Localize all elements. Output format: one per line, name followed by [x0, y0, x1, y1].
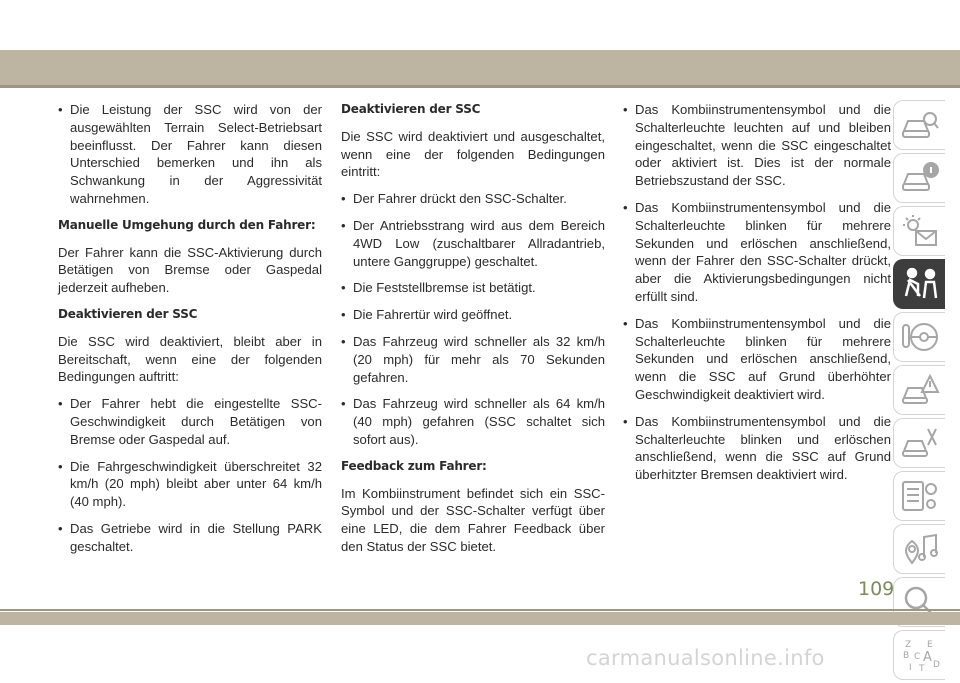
paragraph: Im Kombiinstrument befindet sich ein SSC-Symbol und der SSC-Schalter verfügt über eine LED, die dem Fahrer Feedback über den Status der SSC bietet. — [341, 485, 605, 554]
header-rule — [0, 85, 960, 88]
bullet-marker: • — [341, 191, 346, 207]
bullet-marker: • — [58, 458, 63, 474]
bullet-text: Das Getriebe wird in die Stellung PARK geschaltet. — [70, 520, 322, 554]
steering-wheel-icon — [900, 319, 940, 355]
section-heading: Deaktivieren der SSC — [58, 306, 198, 321]
bullet-marker: • — [341, 280, 346, 296]
bullet-text: Der Fahrer hebt die eingestellte SSC-Geschwindigkeit durch Betätigen von Bremse oder Gaspedal auf. — [70, 396, 322, 447]
paragraph: Die SSC wird deaktiviert und ausgeschaltet, wenn eine der folgenden Bedingungen eintritt: — [341, 128, 605, 180]
sidebar-tab-steering-wheel[interactable] — [893, 312, 945, 362]
bullet-text: Das Kombiinstrumentensymbol und die Schalterleuchte blinken für mehrere Sekunden und erlöschen anschließend, wenn die SSC auf Grund überhöhter Geschwindigkeit deaktiviert wird. — [635, 315, 891, 402]
sidebar-tab-car-warning[interactable] — [893, 365, 945, 415]
paragraph: Die SSC wird deaktiviert, bleibt aber in Bereitschaft, wenn eine der folgenden Bedingungen auftritt: — [58, 333, 322, 385]
bullet-item — [341, 333, 605, 386]
bullet-marker: • — [623, 413, 628, 429]
bullet-item — [58, 395, 322, 448]
bullet-marker: • — [623, 315, 628, 331]
bullet-item — [623, 413, 891, 484]
bullet-text: Der Fahrer drückt den SSC-Schalter. — [353, 191, 567, 207]
bullet-item — [623, 199, 891, 306]
bullet-marker: • — [58, 102, 63, 117]
index-letter: T — [918, 664, 924, 673]
sidebar-tab-car-tools[interactable] — [893, 418, 945, 468]
sidebar-tab-warning-lights[interactable] — [893, 206, 945, 256]
bullet-item — [341, 217, 605, 270]
section-heading: Feedback zum Fahrer: — [341, 458, 487, 473]
header-band — [0, 50, 960, 85]
index-letter: A — [922, 650, 932, 665]
bullet-marker: • — [341, 307, 346, 323]
driver-seatbelt-icon — [900, 266, 940, 302]
text-column-3 — [623, 101, 891, 493]
warning-lights-icon — [900, 213, 940, 249]
text-column-1 — [58, 101, 322, 565]
alphabet-index-icon — [900, 637, 940, 673]
bullet-text: Das Fahrzeug wird schneller als 64 km/h (40 mph) gefahren (SSC schaltet sich sofort aus). — [353, 396, 605, 447]
bullet-item — [341, 279, 605, 297]
footer-band — [0, 612, 960, 625]
paragraph: Der Fahrer kann die SSC-Aktivierung durch Betätigen von Bremse oder Gaspedal jederzeit aufheben. — [58, 244, 322, 296]
sidebar-tab-music-location[interactable] — [893, 524, 945, 574]
sidebar-tab-checklist-gear[interactable] — [893, 471, 945, 521]
bullet-marker: • — [623, 102, 628, 117]
bullet-text: Das Kombiinstrumentensymbol und die Schalterleuchte blinken für mehrere Sekunden und erlöschen anschließend, wenn der Fahrer den SSC-Schalter drückt, aber die Aktivierungsbedingungen nicht erfüllt sind. — [635, 199, 891, 304]
bullet-text: Die Fahrertür wird geöffnet. — [353, 307, 513, 323]
checklist-gear-icon — [900, 478, 940, 514]
car-search-icon — [900, 107, 940, 143]
bullet-marker: • — [341, 217, 346, 233]
bullet-item — [341, 306, 605, 324]
index-letter: I — [908, 663, 912, 673]
index-letter: E — [926, 640, 933, 650]
bullet-item — [341, 190, 605, 208]
music-location-icon — [900, 531, 940, 567]
bullet-marker: • — [58, 520, 63, 536]
sidebar-tab-car-search[interactable] — [893, 100, 945, 150]
text-column-2 — [341, 101, 605, 565]
bullet-text: Die Feststellbremse ist betätigt. — [353, 280, 536, 296]
bullet-text: Die Leistung der SSC wird von der ausgewählten Terrain Select-Betriebsart beeinflusst. Der Fahrer kann diesen Unterschied bemerken und ihn als Schwankung in der Aggressivität wahrnehmen. — [70, 102, 322, 206]
index-letter: Z — [904, 640, 911, 650]
section-heading: Manuelle Umgehung durch den Fahrer: — [58, 217, 316, 232]
sidebar-tab-alphabet-index[interactable] — [893, 630, 945, 680]
watermark: carmanualsonline.info — [586, 646, 825, 670]
car-tools-icon — [900, 425, 940, 461]
bullet-marker: • — [58, 396, 63, 412]
bullet-item — [623, 101, 891, 190]
bullet-item — [58, 458, 322, 511]
bullet-item — [58, 101, 322, 208]
chapter-sidebar — [893, 100, 945, 683]
car-info-icon — [900, 160, 940, 196]
bullet-item — [623, 315, 891, 404]
bullet-item — [341, 395, 605, 448]
bullet-item — [58, 520, 322, 556]
bullet-text: Das Kombiinstrumentensymbol und die Schalterleuchte leuchten auf und bleiben eingeschaltet, wenn die SSC eingeschaltet oder aktiviert ist. Dies ist der normale Betriebszustand der SSC. — [635, 102, 891, 189]
bullet-marker: • — [341, 333, 346, 349]
index-letter: D — [932, 660, 940, 670]
sidebar-tab-driver-seatbelt[interactable] — [893, 259, 945, 309]
footer-rule — [0, 609, 960, 611]
section-heading: Deaktivieren der SSC — [341, 102, 481, 116]
bullet-text: Der Antriebsstrang wird aus dem Bereich 4WD Low (zuschaltbarer Allradantrieb, untere Ganggruppe) geschaltet. — [353, 217, 605, 269]
page-number: 109 — [858, 578, 895, 600]
bullet-text: Das Kombiinstrumentensymbol und die Schalterleuchte blinken und erlöschen anschließend, wenn die SSC auf Grund überhitzter Bremsen deaktiviert wird. — [635, 413, 891, 483]
bullet-text: Das Fahrzeug wird schneller als 32 km/h (20 mph) für mehr als 70 Sekunden gefahren. — [353, 333, 605, 385]
index-letter: B — [902, 651, 909, 661]
index-letter: C — [913, 652, 920, 662]
car-warning-icon — [900, 372, 940, 408]
bullet-marker: • — [623, 199, 628, 215]
bullet-marker: • — [341, 396, 346, 412]
bullet-text: Die Fahrgeschwindigkeit überschreitet 32 km/h (20 mph) bleibt aber unter 64 km/h (40 mph). — [70, 458, 322, 510]
sidebar-tab-car-info[interactable] — [893, 153, 945, 203]
